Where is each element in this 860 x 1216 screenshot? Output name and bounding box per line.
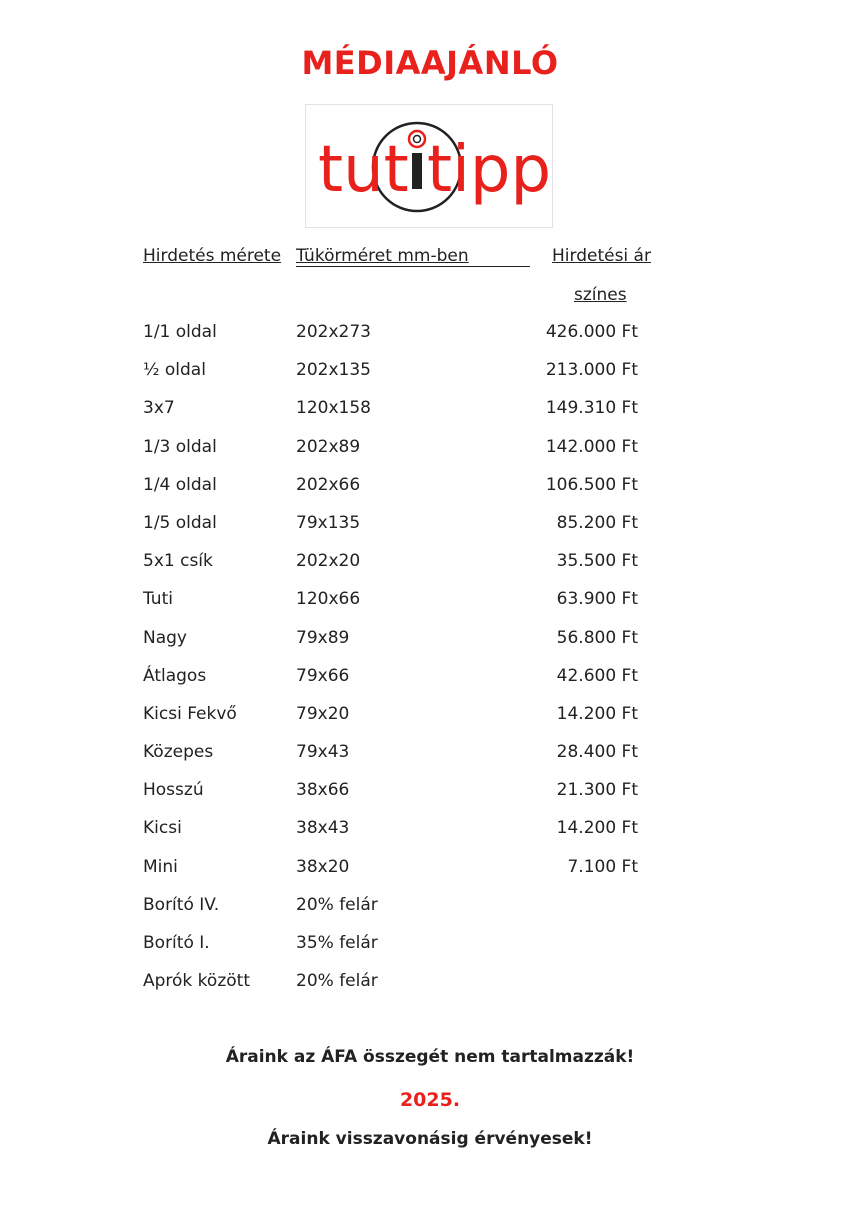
- cell-size: Átlagos: [143, 665, 207, 686]
- cell-mirror: 79x66: [296, 665, 350, 686]
- price-table: [0, 322, 860, 1009]
- table-row: [0, 513, 860, 551]
- cell-size: ½ oldal: [143, 360, 206, 381]
- cell-size: Közepes: [143, 742, 214, 763]
- table-row: [0, 360, 860, 398]
- table-row: [0, 742, 860, 780]
- logo-text: tut: [318, 133, 409, 207]
- cell-price: 63.900 Ft: [556, 589, 638, 610]
- validity-note: Áraink visszavonásig érvényesek!: [267, 1129, 593, 1149]
- cell-size: Kicsi: [143, 818, 182, 839]
- table-row: [0, 818, 860, 856]
- cell-price: 56.800 Ft: [556, 627, 638, 648]
- table-row: [0, 780, 860, 818]
- table-row: [0, 895, 860, 933]
- cell-price: 7.100 Ft: [567, 856, 638, 877]
- cell-mirror: 79x135: [296, 512, 361, 533]
- cell-mirror: 202x135: [296, 360, 371, 381]
- cell-size: Aprók között: [143, 971, 250, 992]
- table-row: [0, 933, 860, 971]
- cell-size: Tuti: [143, 589, 173, 610]
- page-title: MÉDIAAJÁNLÓ: [301, 44, 559, 82]
- cell-size: Nagy: [143, 627, 187, 648]
- cell-size: 3x7: [143, 398, 175, 419]
- logo-graphic: [306, 105, 552, 227]
- table-row: [0, 437, 860, 475]
- year-label: 2025.: [399, 1089, 461, 1111]
- table-row: [0, 475, 860, 513]
- cell-price: 14.200 Ft: [556, 818, 638, 839]
- header-underline-extension: [296, 266, 530, 267]
- tutitipp-logo: [305, 104, 553, 228]
- cell-mirror: 38x20: [296, 856, 350, 877]
- cell-price: 21.300 Ft: [556, 780, 638, 801]
- logo-stem-icon: [412, 153, 422, 189]
- table-row: [0, 857, 860, 895]
- cell-size: 5x1 csík: [143, 551, 213, 572]
- table-row: [0, 704, 860, 742]
- cell-price: 35.500 Ft: [556, 551, 638, 572]
- cell-price: 28.400 Ft: [556, 742, 638, 763]
- cell-size: 1/5 oldal: [143, 512, 217, 533]
- table-row: [0, 628, 860, 666]
- cell-price: 149.310 Ft: [545, 398, 638, 419]
- cell-mirror: 202x89: [296, 436, 361, 457]
- cell-mirror: 20% felár: [296, 894, 378, 915]
- cell-size: Kicsi Fekvő: [143, 703, 237, 724]
- vat-note: Áraink az ÁFA összegét nem tartalmazzák!: [225, 1047, 635, 1067]
- header-price: Hirdetési ár: [552, 246, 651, 266]
- cell-price: 106.500 Ft: [545, 474, 638, 495]
- cell-size: 1/4 oldal: [143, 474, 217, 495]
- logo-dot-inner-icon: [414, 136, 421, 143]
- cell-price: 14.200 Ft: [556, 703, 638, 724]
- cell-mirror: 35% felár: [296, 933, 378, 953]
- logo-text-2: tipp: [427, 133, 552, 207]
- header-price-color: színes: [574, 285, 627, 305]
- cell-mirror: 79x43: [296, 742, 350, 763]
- cell-mirror: 202x66: [296, 474, 361, 495]
- table-row: [0, 398, 860, 436]
- cell-size: Borító I.: [143, 933, 210, 953]
- cell-size: Borító IV.: [143, 894, 220, 915]
- cell-mirror: 202x20: [296, 551, 361, 572]
- cell-mirror: 202x273: [296, 322, 371, 342]
- cell-mirror: 120x66: [296, 589, 361, 610]
- table-row: [0, 551, 860, 589]
- table-row: [0, 589, 860, 627]
- cell-size: Mini: [143, 856, 178, 877]
- cell-size: Hosszú: [143, 780, 204, 801]
- table-row: [0, 666, 860, 704]
- logo-dot-outer-icon: [409, 131, 425, 147]
- cell-mirror: 120x158: [296, 398, 371, 419]
- cell-price: 213.000 Ft: [545, 360, 638, 381]
- header-mirror-size: Tükörméret mm-ben: [296, 246, 469, 266]
- table-row: [0, 971, 860, 1009]
- cell-size: 1/3 oldal: [143, 436, 217, 457]
- cell-price: 426.000 Ft: [545, 322, 638, 342]
- header-size: Hirdetés mérete: [143, 246, 282, 266]
- cell-mirror: 38x66: [296, 780, 350, 801]
- cell-mirror: 38x43: [296, 818, 350, 839]
- cell-price: 142.000 Ft: [545, 436, 638, 457]
- table-row: [0, 322, 860, 360]
- cell-mirror: 20% felár: [296, 971, 378, 992]
- cell-mirror: 79x20: [296, 703, 350, 724]
- cell-size: 1/1 oldal: [143, 322, 217, 342]
- cell-mirror: 79x89: [296, 627, 350, 648]
- cell-price: 42.600 Ft: [556, 665, 638, 686]
- cell-price: 85.200 Ft: [556, 512, 638, 533]
